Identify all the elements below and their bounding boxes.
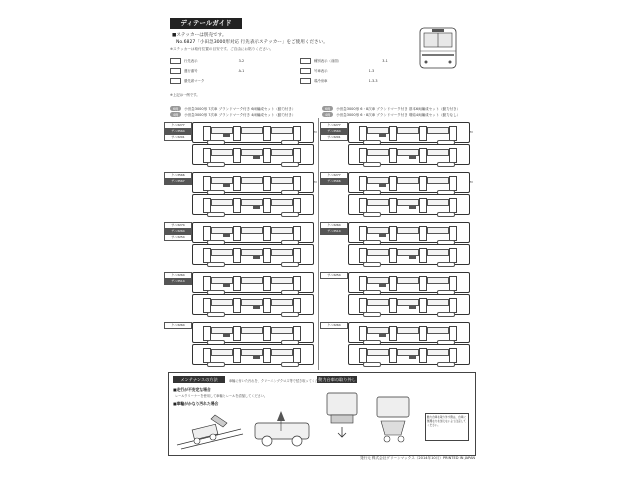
car-window — [367, 249, 389, 256]
car-window — [427, 199, 449, 206]
car-door — [359, 298, 367, 313]
car-door — [359, 276, 367, 291]
motor-car-label: M — [314, 180, 317, 184]
car-door — [359, 326, 367, 341]
car-door — [233, 176, 241, 191]
car-door — [263, 276, 271, 291]
bogie — [281, 212, 299, 217]
train-car-side-view — [192, 294, 314, 315]
car-number-tag: デハ3514 — [320, 228, 348, 235]
car-window — [271, 127, 293, 134]
car-window — [271, 327, 293, 334]
train-car-side-view — [348, 172, 470, 193]
car-door — [419, 326, 427, 341]
car-door — [449, 326, 457, 341]
sticker-mark — [253, 356, 260, 359]
train-car-side-view — [348, 322, 470, 343]
car-window — [241, 327, 263, 334]
left-section-header-2: 4両 小田急3000形 7次車 ブランドマーク付き 4両編成セット（動力付き） — [170, 112, 295, 118]
car-number-tag: クハ3264 — [320, 322, 348, 329]
car-door — [203, 176, 211, 191]
legend-item: 号車表示 1-3 — [300, 68, 374, 74]
train-car-side-view — [348, 294, 470, 315]
sticker-note: ■ステッカーは別売です。 — [172, 33, 227, 38]
car-number-tag: サハ3254 — [164, 234, 192, 241]
right-section-header: 6両 小田急3000形 6・8次車 ブランドマーク付き 基本6両編成セット（動力付き） — [322, 106, 460, 112]
car-door — [389, 226, 397, 241]
maintenance-section — [168, 372, 476, 456]
car-window — [367, 177, 389, 184]
sticker-legend — [170, 58, 432, 100]
car-door — [449, 276, 457, 291]
bogie — [363, 362, 381, 367]
car-door — [359, 148, 367, 163]
car-door — [449, 298, 457, 313]
bogie — [363, 162, 381, 167]
train-car-side-view — [348, 194, 470, 215]
car-door — [419, 198, 427, 213]
car-door — [203, 126, 211, 141]
car-door — [449, 226, 457, 241]
car-door — [449, 148, 457, 163]
car-window — [211, 327, 233, 334]
train-car-side-view — [192, 244, 314, 265]
car-door — [233, 126, 241, 141]
car-window — [211, 127, 233, 134]
car-door — [263, 226, 271, 241]
car-door — [263, 148, 271, 163]
bogie — [207, 312, 225, 317]
car-window — [271, 227, 293, 234]
legend-item: 弱冷房車 1-3-3 — [300, 78, 378, 84]
bogie-removal-tab: 動力台車の取り外し — [318, 377, 356, 382]
car-door — [293, 226, 301, 241]
car-door — [449, 248, 457, 263]
bogie — [437, 362, 455, 367]
bogie — [207, 262, 225, 267]
legend-item: 行先表示 3-2 — [170, 58, 244, 64]
car-door — [389, 348, 397, 363]
bogie — [437, 312, 455, 317]
car-door — [233, 198, 241, 213]
car-door — [263, 198, 271, 213]
train-car-side-view — [348, 272, 470, 293]
car-door — [359, 198, 367, 213]
sticker-mark — [223, 184, 230, 187]
car-window — [427, 249, 449, 256]
train-car-side-view — [192, 322, 314, 343]
maintenance-tab: メンテナンスの方法 — [173, 376, 225, 383]
bogie — [207, 162, 225, 167]
car-window — [211, 249, 233, 256]
car-number-tag: クハ3277 — [164, 122, 192, 129]
car-door — [293, 126, 301, 141]
sticker-mark — [223, 334, 230, 337]
car-number-tag: サハ3201 — [320, 134, 348, 141]
publisher-footer: 発行元 株式会社グリーンマックス（2014年10月）PRINTED IN JAPAN — [360, 456, 476, 460]
maintenance-intro: 車輪に付いた汚れを、クリーニングクロス等で拭き取ってください。 — [229, 379, 328, 383]
car-window — [241, 199, 263, 206]
car-window — [271, 249, 293, 256]
car-number-tag: デハ3566 — [320, 178, 348, 185]
motor-car-label: M — [314, 130, 317, 134]
car-door — [449, 198, 457, 213]
train-car-side-view — [192, 222, 314, 243]
bogie — [437, 162, 455, 167]
car-door — [419, 226, 427, 241]
car-door — [293, 176, 301, 191]
car-door — [359, 126, 367, 141]
car-window — [241, 127, 263, 134]
train-car-side-view — [192, 144, 314, 165]
car-door — [263, 348, 271, 363]
car-window — [241, 349, 263, 356]
car-door — [203, 248, 211, 263]
bogie — [363, 212, 381, 217]
car-door — [419, 176, 427, 191]
car-window — [241, 249, 263, 256]
wheel-cleaning-illustration-icon — [251, 409, 313, 451]
train-car-side-view — [348, 122, 470, 143]
car-window — [367, 327, 389, 334]
car-door — [389, 198, 397, 213]
unstable-running-text: レールクリーナーを使用して車輪とレールを清掃してください。 — [175, 394, 268, 398]
train-car-side-view — [348, 244, 470, 265]
car-window — [397, 327, 419, 334]
car-window — [367, 277, 389, 284]
car-door — [233, 248, 241, 263]
bogie — [363, 312, 381, 317]
car-window — [241, 277, 263, 284]
car-door — [359, 176, 367, 191]
car-door — [419, 276, 427, 291]
sticker-mark — [253, 156, 260, 159]
bogie — [437, 262, 455, 267]
sticker-mark — [253, 206, 260, 209]
car-door — [203, 276, 211, 291]
legend-item: 種別表示（前面） 3-1 — [300, 58, 388, 64]
car-door — [203, 326, 211, 341]
car-window — [397, 127, 419, 134]
car-window — [427, 299, 449, 306]
car-window — [211, 199, 233, 206]
sticker-mark — [379, 184, 386, 187]
sticker-mark — [409, 206, 416, 209]
train-car-side-view — [192, 122, 314, 143]
car-door — [233, 326, 241, 341]
car-number-tag: サハ3201 — [164, 134, 192, 141]
legend-item: 優先席マーク — [170, 78, 244, 84]
car-door — [293, 276, 301, 291]
car-window — [397, 227, 419, 234]
car-door — [233, 226, 241, 241]
sticker-mark — [409, 356, 416, 359]
sticker-mark — [379, 134, 386, 137]
car-window — [427, 149, 449, 156]
sticker-mark — [379, 234, 386, 237]
car-door — [203, 226, 211, 241]
sticker-mark — [409, 306, 416, 309]
car-window — [241, 177, 263, 184]
bogie — [207, 212, 225, 217]
sticker-mark — [223, 284, 230, 287]
left-section-header: 6両 小田急3000形 7次車 ブランドマーク付き 6両編成セット（動力付き） — [170, 106, 295, 112]
sticker-mark — [253, 256, 260, 259]
car-door — [203, 198, 211, 213]
car-door — [389, 326, 397, 341]
car-number-tag: デハ3264 — [164, 228, 192, 235]
car-door — [449, 126, 457, 141]
car-door — [419, 348, 427, 363]
bogie — [207, 362, 225, 367]
car-door — [419, 298, 427, 313]
car-window — [427, 177, 449, 184]
sticker-mark — [379, 334, 386, 337]
motor-car-label: M — [470, 180, 473, 184]
column-divider — [318, 118, 319, 370]
car-door — [263, 176, 271, 191]
sticker-position-note: ※ステッカーは取付位置の目安です。ご自由にお貼りください。 — [170, 47, 274, 51]
car-window — [367, 199, 389, 206]
car-number-tag: クハ3277 — [320, 122, 348, 129]
bogie — [363, 262, 381, 267]
motor-car-label: M — [470, 130, 473, 134]
car-window — [211, 349, 233, 356]
car-door — [389, 298, 397, 313]
car-door — [389, 248, 397, 263]
car-door — [359, 226, 367, 241]
car-window — [211, 277, 233, 284]
car-window — [241, 149, 263, 156]
car-window — [397, 277, 419, 284]
car-window — [427, 227, 449, 234]
car-door — [293, 298, 301, 313]
instruction-sheet — [160, 10, 482, 468]
car-door — [233, 148, 241, 163]
track-cleaning-illustration-icon — [175, 409, 245, 451]
sticker-mark — [253, 306, 260, 309]
car-window — [241, 227, 263, 234]
car-window — [271, 277, 293, 284]
car-window — [271, 177, 293, 184]
sticker-mark — [223, 134, 230, 137]
car-door — [293, 348, 301, 363]
car-window — [211, 177, 233, 184]
train-car-side-view — [192, 272, 314, 293]
car-window — [271, 349, 293, 356]
sticker-mark — [409, 156, 416, 159]
sticker-mark — [223, 234, 230, 237]
car-window — [367, 149, 389, 156]
car-window — [427, 327, 449, 334]
bogie-warning-box: 動力台車を取り外す際は、台車に無理な力を加えないよう注意してください。 — [425, 413, 469, 441]
car-number-tag: サハ3274 — [164, 222, 192, 229]
car-door — [233, 298, 241, 313]
legend-item: 運行番号 A-1 — [170, 68, 244, 74]
car-number-tag: クハ3264 — [164, 272, 192, 279]
train-front-view-icon — [414, 24, 462, 70]
right-section-header-2: 4両 小田急3000形 6・8次車 ブランドマーク付き 増結4両編成セット（動力なし） — [322, 112, 460, 118]
car-window — [427, 349, 449, 356]
car-number-tag: デハ3514 — [164, 278, 192, 285]
right-formation-column — [320, 118, 473, 376]
sticker-mark — [409, 256, 416, 259]
car-window — [211, 149, 233, 156]
car-door — [263, 298, 271, 313]
legend-note: ※上記は一例です。 — [170, 93, 200, 97]
unstable-running-heading: ■走行が不安定な場合 — [173, 387, 211, 392]
car-door — [263, 126, 271, 141]
car-door — [449, 176, 457, 191]
car-window — [271, 299, 293, 306]
car-window — [397, 149, 419, 156]
car-door — [449, 348, 457, 363]
car-door — [389, 148, 397, 163]
car-door — [233, 348, 241, 363]
car-door — [359, 348, 367, 363]
car-window — [367, 127, 389, 134]
car-door — [203, 298, 211, 313]
car-number-tag: クハ3277 — [320, 172, 348, 179]
train-car-side-view — [348, 222, 470, 243]
car-window — [397, 299, 419, 306]
car-door — [233, 276, 241, 291]
train-car-side-view — [348, 344, 470, 365]
train-car-side-view — [348, 144, 470, 165]
car-window — [397, 349, 419, 356]
bogie-removal-illustration-icon — [319, 387, 419, 451]
car-window — [367, 299, 389, 306]
car-door — [389, 176, 397, 191]
car-window — [241, 299, 263, 306]
car-door — [293, 248, 301, 263]
car-number-tag: デハ3564 — [164, 128, 192, 135]
car-window — [397, 249, 419, 256]
car-door — [293, 198, 301, 213]
sticker-product: No.6827「小田急3000形対応 行先表示ステッカー」をご使用ください。 — [176, 40, 328, 45]
car-door — [203, 348, 211, 363]
car-window — [397, 177, 419, 184]
car-number-tag: デハ3564 — [320, 128, 348, 135]
car-door — [419, 126, 427, 141]
train-car-side-view — [192, 344, 314, 365]
train-car-side-view — [192, 172, 314, 193]
car-number-tag: クハ3566 — [164, 172, 192, 179]
car-number-tag: クハ3264 — [164, 322, 192, 329]
car-door — [419, 148, 427, 163]
car-door — [359, 248, 367, 263]
detail-guide-title: ディテールガイド — [170, 18, 242, 29]
dirty-wheels-heading: ■車輪がかなり汚れた場合 — [173, 401, 219, 406]
car-door — [419, 248, 427, 263]
car-window — [211, 299, 233, 306]
car-window — [271, 199, 293, 206]
car-window — [397, 199, 419, 206]
car-number-tag: サハ3254 — [320, 272, 348, 279]
car-door — [389, 276, 397, 291]
bogie — [281, 362, 299, 367]
car-number-tag: デハ3567 — [164, 178, 192, 185]
left-formation-column — [164, 118, 317, 376]
car-door — [263, 326, 271, 341]
car-door — [263, 248, 271, 263]
car-window — [427, 127, 449, 134]
bogie — [281, 162, 299, 167]
car-window — [367, 227, 389, 234]
car-window — [427, 277, 449, 284]
car-window — [367, 349, 389, 356]
car-window — [271, 149, 293, 156]
car-door — [203, 148, 211, 163]
bogie — [281, 262, 299, 267]
car-number-tag: クハ3264 — [320, 222, 348, 229]
car-window — [211, 227, 233, 234]
car-door — [293, 148, 301, 163]
sticker-mark — [379, 284, 386, 287]
car-door — [389, 126, 397, 141]
train-car-side-view — [192, 194, 314, 215]
car-door — [293, 326, 301, 341]
bogie — [281, 312, 299, 317]
bogie — [437, 212, 455, 217]
